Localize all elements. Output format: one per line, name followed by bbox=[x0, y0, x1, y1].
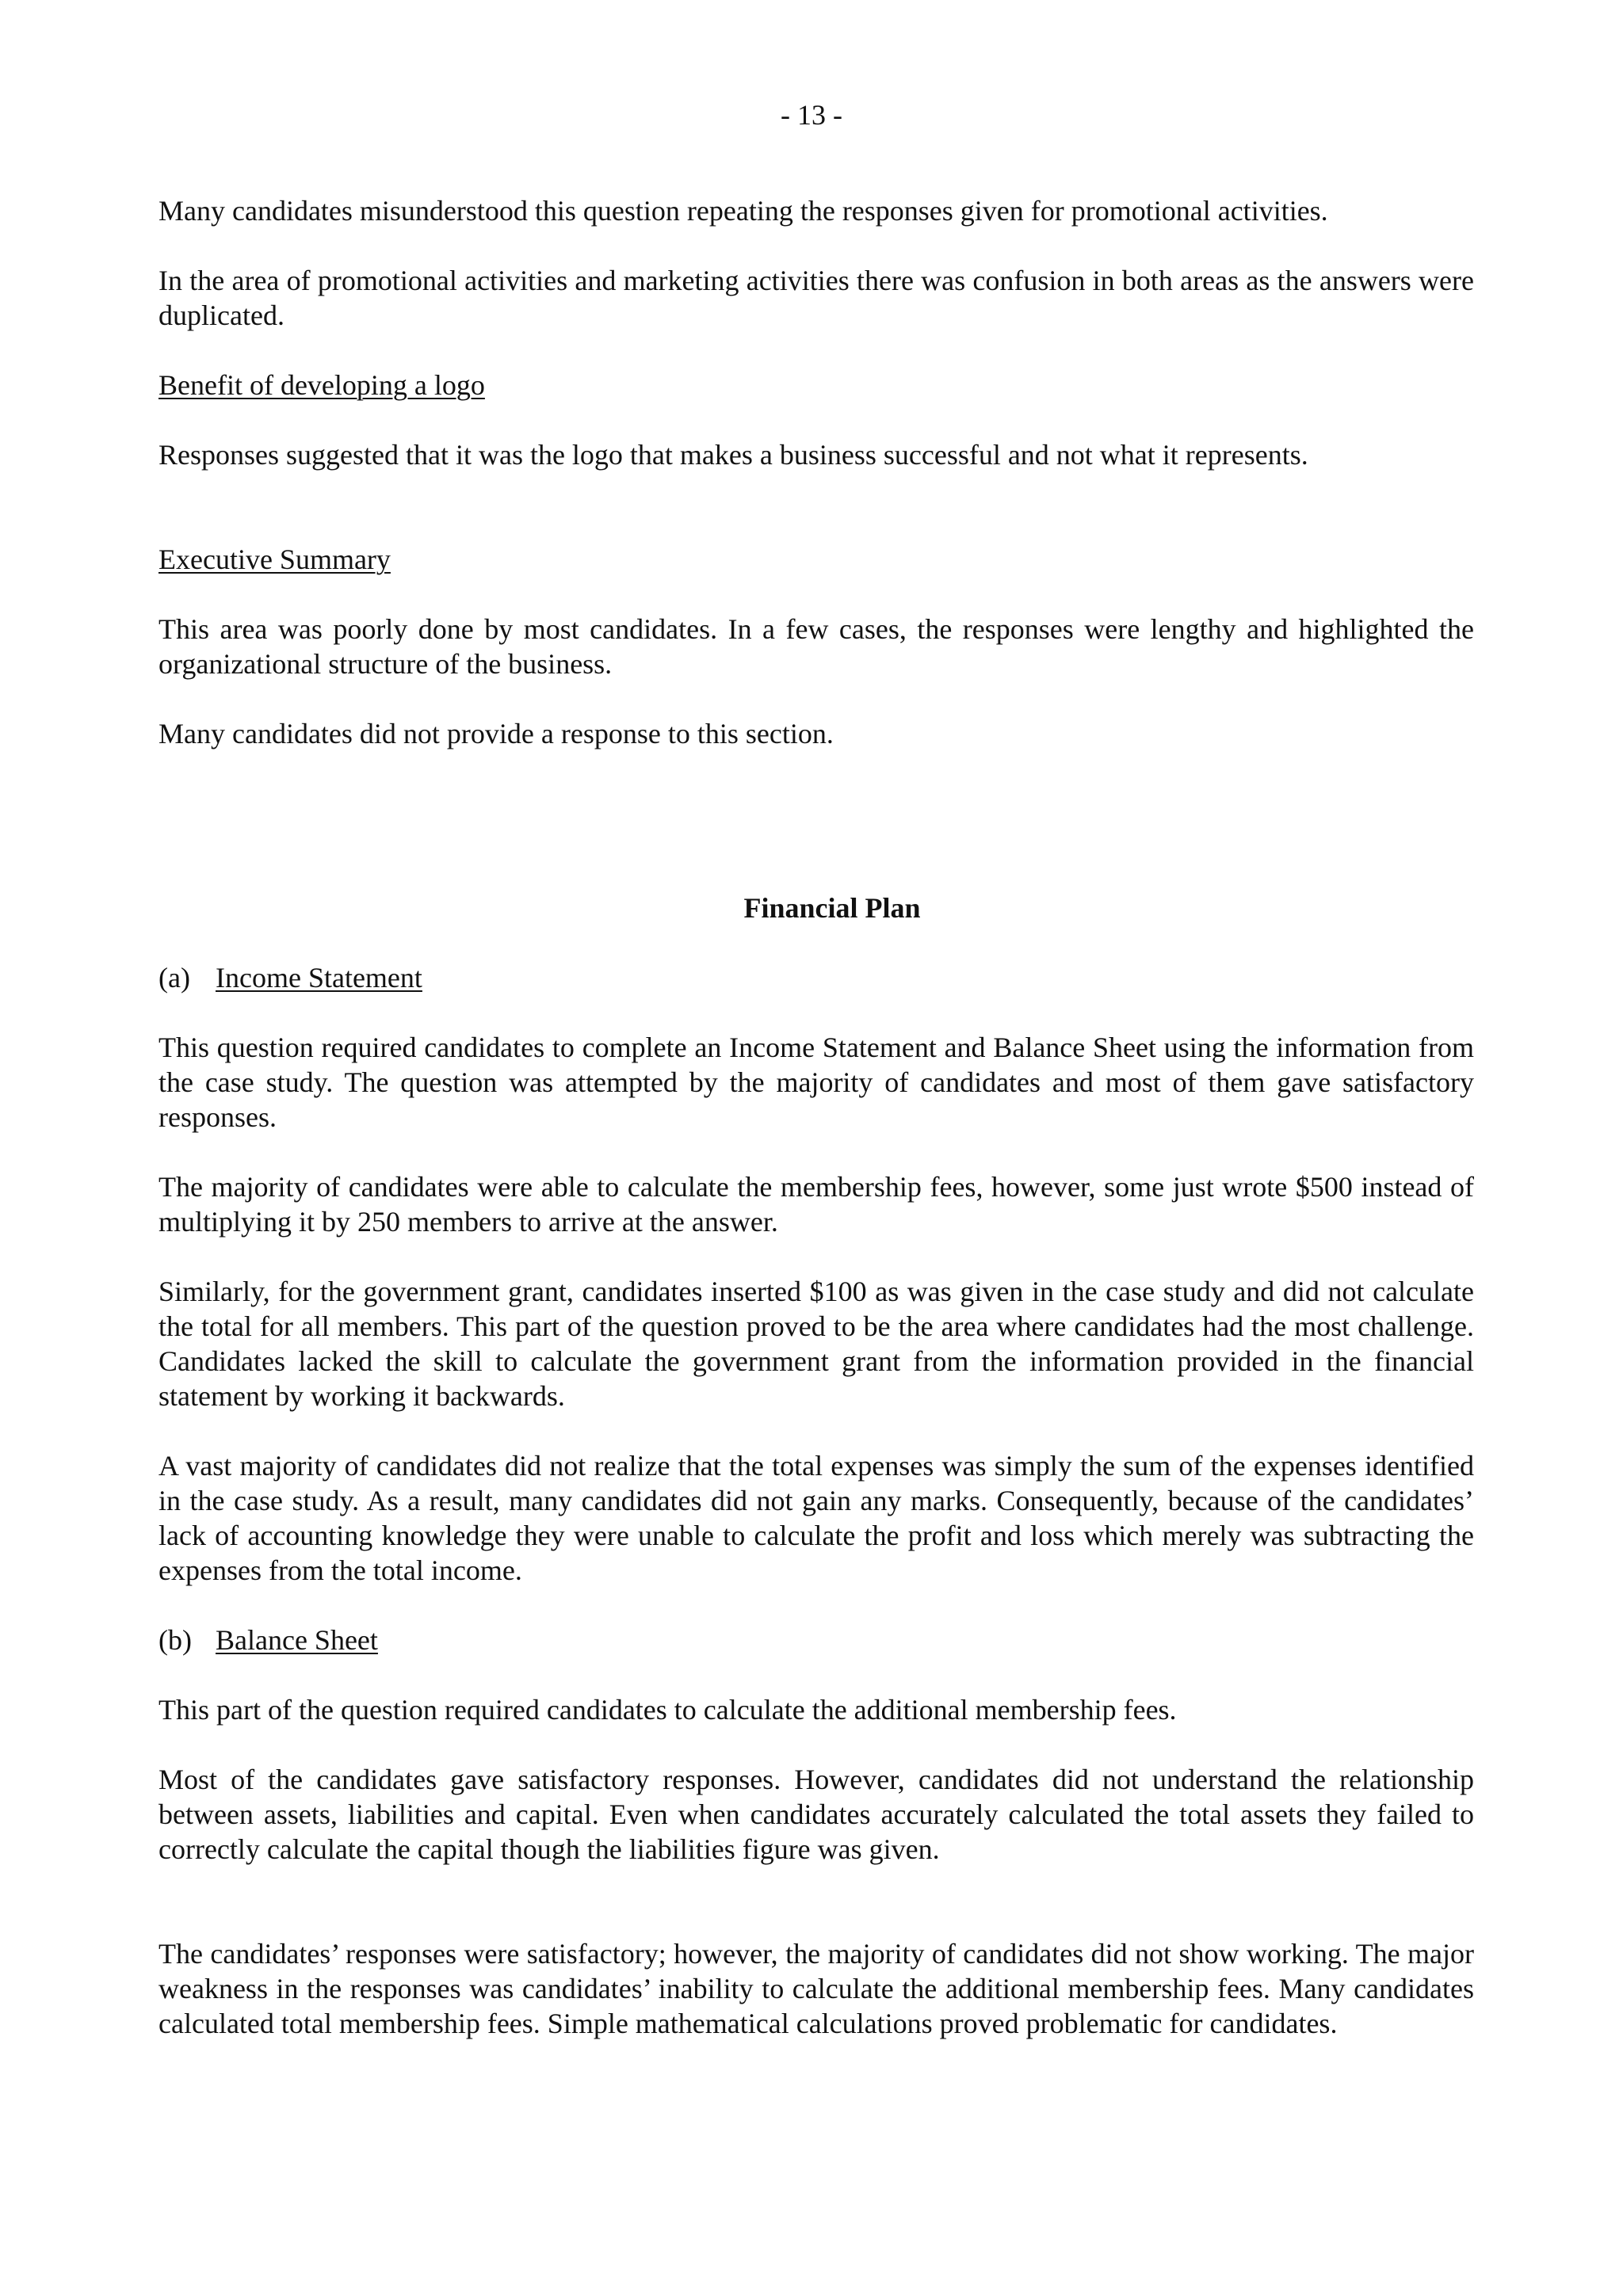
page-number: - 13 - bbox=[781, 99, 842, 131]
logo-heading-line bbox=[158, 368, 1474, 402]
income-paragraph-4: A vast majority of candidates did not realize that the total expenses was simply the sum of the expenses identified in the case study. As a result, many candidates did not gain any marks. Consequently, because of the candidates’ lack of accounting knowledge they were unable to calculate the profit and loss which merely was subtracting the expenses from the total income. bbox=[158, 1450, 1474, 1586]
income-paragraph-3: Similarly, for the government grant, candidates inserted $100 as was given in the case study and did not calculate the total for all members. This part of the question proved to be the area where candidates had the most challenge. Candidates lacked the skill to calculate the government grant from the information provided in the financial statement by working it backwards. bbox=[158, 1276, 1474, 1412]
paragraph-confusion: In the area of promotional activities and marketing activities there was confusion in both areas as the answers were duplicated. bbox=[158, 265, 1474, 331]
executive-paragraph-1: This area was poorly done by most candidates. In a few cases, the responses were lengthy and highlighted the organizational structure of the business. bbox=[158, 613, 1474, 680]
logo-paragraph: Responses suggested that it was the logo that makes a business successful and not what it represents. bbox=[158, 439, 1308, 471]
financial-plan-title: Financial Plan bbox=[743, 892, 921, 924]
page-content bbox=[158, 193, 1474, 2076]
logo-heading: Benefit of developing a logo bbox=[158, 369, 485, 401]
income-statement-heading-line bbox=[158, 960, 1474, 995]
income-statement-heading: Income Statement bbox=[216, 962, 422, 994]
balance-paragraph-1: This part of the question required candidates to calculate the additional membership fees. bbox=[158, 1694, 1177, 1726]
balance-sheet-heading: Balance Sheet bbox=[216, 1624, 378, 1656]
executive-summary-heading: Executive Summary bbox=[158, 543, 391, 575]
executive-paragraph-2: Many candidates did not provide a response to this section. bbox=[158, 718, 834, 749]
paragraph-misunderstood: Many candidates misunderstood this question repeating the responses given for promotional activities. bbox=[158, 195, 1328, 227]
balance-sheet-heading-line bbox=[158, 1623, 1474, 1657]
balance-sheet-label: (b) bbox=[158, 1624, 192, 1656]
income-statement-label: (a) bbox=[158, 962, 190, 994]
balance-paragraph-3: The candidates’ responses were satisfactory; however, the majority of candidates did not show working. The major weakness in the responses was candidates’ inability to calculate the additional membership fees. Many candidates calculated total membership fees. Simple mathematical calculations proved problematic for candidates. bbox=[158, 1938, 1474, 2039]
income-paragraph-2: The majority of candidates were able to calculate the membership fees, however, some just wrote $500 instead of multiplying it by 250 members to arrive at the answer. bbox=[158, 1171, 1474, 1238]
executive-heading-line bbox=[158, 542, 1474, 577]
income-paragraph-1: This question required candidates to complete an Income Statement and Balance Sheet using the information from the case study. The question was attempted by the majority of candidates and most of them gave satisfactory responses. bbox=[158, 1032, 1474, 1133]
balance-paragraph-2: Most of the candidates gave satisfactory responses. However, candidates did not understand the relationship between assets, liabilities and capital. Even when candidates accurately calculated the total assets they failed to correctly calculate the capital though the liabilities figure was given. bbox=[158, 1764, 1474, 1865]
